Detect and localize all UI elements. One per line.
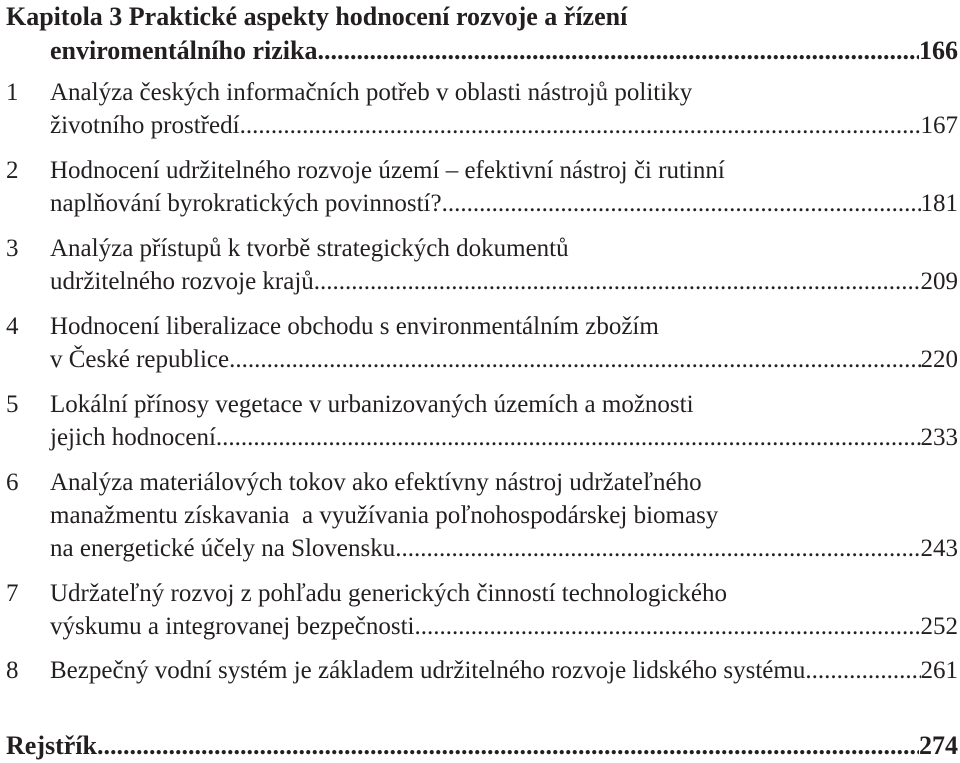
dot-leader: [395, 532, 920, 565]
index-label: Rejstřík: [6, 731, 97, 760]
dot-leader: [97, 729, 919, 763]
toc-entry[interactable]: [6, 232, 958, 298]
entry-title-line: Hodnocení liberalizace obchodu s environmentálním zbožím: [50, 313, 659, 340]
entry-title-line: Analýza materiálových tokov ako efektívny nástroj udržateľného: [50, 469, 702, 496]
dot-leader: [314, 265, 921, 298]
entry-title-last-line: v České republice: [50, 346, 230, 373]
index-entry[interactable]: [6, 729, 958, 763]
entry-page-number: 181: [920, 190, 958, 217]
entry-title-line: manažmentu získavania a využívania poľnohospodárskej biomasy: [50, 502, 719, 529]
entry-page-number: 220: [920, 346, 958, 373]
entry-page-number: 243: [920, 535, 958, 562]
dot-leader: [240, 109, 921, 142]
toc-entry[interactable]: [6, 388, 958, 454]
entry-title-line: Udržateľný rozvoj z pohľadu generických činností technologického: [50, 580, 728, 607]
entry-title-last-line: udržitelného rozvoje krajů: [50, 268, 314, 295]
dot-leader: [216, 421, 921, 454]
dot-leader: [317, 34, 919, 68]
entry-title-last-line: jejich hodnocení: [50, 424, 216, 451]
toc-entry[interactable]: [6, 577, 958, 643]
table-of-contents: [6, 0, 958, 763]
dot-leader: [805, 654, 920, 687]
chapter-page-number: 166: [919, 36, 958, 65]
entry-title-last-line: výskumu a integrovanej bezpečnosti: [50, 613, 415, 640]
entry-page-number: 209: [920, 268, 958, 295]
entry-page-number: 233: [920, 424, 958, 451]
dot-leader: [442, 187, 921, 220]
entry-page-number: 261: [920, 657, 958, 684]
entry-title-line: Lokální přínosy vegetace v urbanizovaných územích a možnosti: [50, 391, 694, 418]
chapter-heading: [6, 0, 958, 68]
entry-title-last-line: naplňování byrokratických povinností?: [50, 190, 442, 217]
chapter-title-line1: Kapitola 3 Praktické aspekty hodnocení rozvoje a řízení: [6, 2, 628, 31]
entry-number: 8: [6, 657, 19, 684]
index-page-number: 274: [919, 731, 958, 760]
entry-number: 3: [6, 235, 19, 262]
entry-page-number: 167: [920, 112, 958, 139]
toc-entry[interactable]: [6, 76, 958, 142]
entry-number: 1: [6, 79, 19, 106]
entry-title-last-line: Bezpečný vodní systém je základem udržitelného rozvoje lidského systému: [50, 657, 806, 684]
dot-leader: [414, 610, 920, 643]
entry-number: 7: [6, 580, 19, 607]
entry-title-line: Hodnocení udržitelného rozvoje území – efektivní nástroj či rutinní: [50, 157, 725, 184]
toc-entry[interactable]: [6, 654, 958, 687]
entry-title-last-line: na energetické účely na Slovensku: [50, 535, 396, 562]
toc-entry[interactable]: [6, 466, 958, 565]
entry-title-line: Analýza českých informačních potřeb v oblasti nástrojů politiky: [50, 79, 693, 106]
entry-number: 2: [6, 157, 19, 184]
chapter-title-line2: enviromentálního rizika: [50, 36, 318, 65]
entry-title-last-line: životního prostředí: [50, 112, 240, 139]
chapter-title-line2-row[interactable]: [6, 34, 958, 68]
dot-leader: [229, 343, 920, 376]
toc-entry[interactable]: [6, 154, 958, 220]
entry-page-number: 252: [920, 613, 958, 640]
entry-number: 4: [6, 313, 19, 340]
entry-number: 5: [6, 391, 19, 418]
entry-title-line: Analýza přístupů k tvorbě strategických dokumentů: [50, 235, 569, 262]
toc-entry[interactable]: [6, 310, 958, 376]
entry-number: 6: [6, 469, 19, 496]
